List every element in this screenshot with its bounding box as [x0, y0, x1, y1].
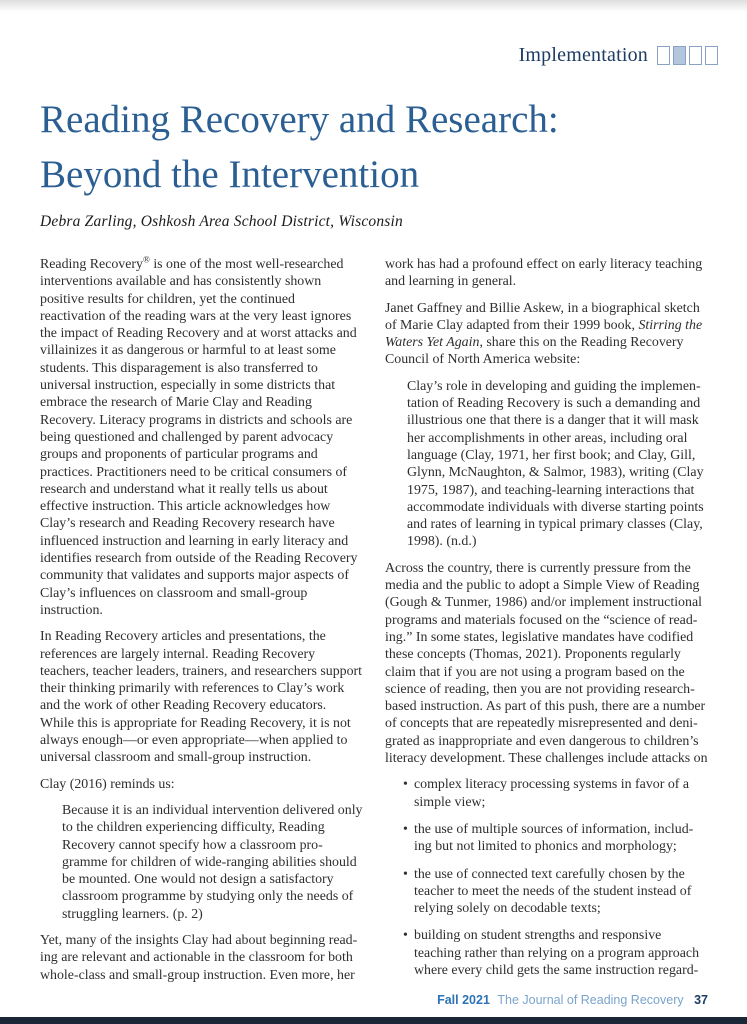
paragraph-text: , share this on the Reading Recovery Council of North America website: — [385, 335, 684, 368]
indicator-square-icon — [689, 46, 702, 65]
indicator-square-filled-icon — [673, 46, 686, 65]
list-item: • building on student strengths and responsive teaching rather than relying on a program approach where every child gets the same instruction regard- — [403, 927, 708, 979]
paragraph: work has had a profound effect on early literacy teaching and learning in general. — [385, 257, 703, 290]
page-top-edge — [0, 0, 747, 12]
list-item: • complex literacy processing systems in favor of a simple view; — [403, 776, 708, 811]
block-quote: Clay’s role in developing and guiding the implemen-tation of Reading Recovery is such a demanding and illustrious one that there is a danger that it will mask her accomplishments in other areas, including oral language (Clay, 1971, her first book; and Clay, Gill, Glynn, McNaughton, & Salmor, 1983), writing (Clay 1975, 1987), and teaching-learning interactions that accommodate individuals with diverse starting points and rates of learning in typical primary classes (Clay, 1998). (n.d.) — [407, 378, 704, 550]
paragraph: In Reading Recovery articles and presentations, the references are largely internal. Reading Recovery teachers, teacher leaders, trainers, and researchers support their thinking primarily with references to Clay’s work and the work of other Reading Recovery educators. While this is appropriate for Reading Recovery, it is not always enough—or even appropriate—when applied to universal classroom and small-group instruction. — [40, 629, 363, 766]
article-byline: Debra Zarling, Oshkosh Area School District, Wisconsin — [40, 213, 403, 230]
paragraph — [385, 300, 708, 369]
paragraph-text: Janet Gaffney and Billie Askew, in a biographical sketch of Marie Clay adapted from their 1999 book, — [385, 300, 700, 333]
block-quote: Because it is an individual intervention delivered only to the children experiencing difficulty, Reading Recovery cannot specify how a classroom pro-gramme for children of wide-ranging abilities should be mounted. One would not design a satisfactory classroom programme by studying only the needs of struggling learners. (p. 2) — [62, 802, 363, 922]
footer-issue: Fall 2021 — [437, 993, 490, 1007]
paragraph — [40, 256, 363, 619]
right-column — [385, 256, 708, 993]
book-title: Stirring the Waters Yet Again — [385, 317, 703, 351]
list-item: • the use of connected text carefully chosen by the teacher to meet the needs of the student instead of relying solely on decodable texts; — [403, 866, 708, 918]
list-item: • the use of multiple sources of information, includ-ing but not limited to phonics and morphology; — [403, 821, 708, 856]
indicator-square-icon — [657, 46, 670, 65]
footer-journal-name: The Journal of Reading Recovery — [497, 993, 684, 1007]
paragraph: Yet, many of the insights Clay had about beginning read-ing are relevant and actionable in the classroom for both whole-class and small-group instruction. Even more, her — [40, 932, 358, 983]
section-label: Implementation — [518, 44, 648, 66]
page-header — [0, 44, 718, 67]
article-title-line2: Beyond the Intervention — [40, 153, 420, 196]
indicator-square-icon — [705, 46, 718, 65]
paragraph: Across the country, there is currently pressure from the media and the public to adopt a Simple View of Reading (Gough & Tunmer, 1986) and/or implement instructional programs and materials focused on the “science of read-ing.” In some states, legislative mandates have codified these concepts (Thomas, 2021). Proponents regularly claim that if you are not using a program based on the science of reading, then you are not providing research-based instruction. As part of this push, there are a number of concepts that are repeatedly misrepresented and deni-grated as inappropriate and even dangerous to children’s literacy development. These challenges include attacks on — [385, 560, 708, 767]
paragraph-text: Reading Recovery — [40, 257, 143, 272]
article-title-line1: Reading Recovery and Research: — [40, 98, 559, 141]
registered-mark: ® — [143, 254, 150, 265]
article-body — [40, 256, 708, 993]
bullet-list — [385, 776, 708, 979]
article-title — [40, 92, 720, 202]
left-column — [40, 256, 363, 993]
paragraph-text: is one of the most well-researched interventions available and has consistently shown positive results for children, yet the continued reactivation of the reading wars at the very least ignores the impact of Reading Recovery and at worst attacks and villainizes it as dangerous or harmful to at least some students. This disparagement is also transferred to universal instruction, especially in some districts that embrace the research of Marie Clay and Reading Recovery. Literacy programs in districts and schools are being questioned and challenged by parent advocacy groups and proponents of particular programs and practices. Practitioners need to be critical consumers of research and understand what it really tells us about effective instruction. This article acknowledges how Clay’s research and Reading Recovery research have influenced instruction and learning in early literacy and identifies research from outside of the Reading Recovery community that validates and supports major aspects of Clay’s influences on classroom and small-group instruction. — [40, 257, 358, 618]
page-footer — [0, 993, 708, 1007]
footer-page-number: 37 — [694, 993, 708, 1007]
section-indicator-squares — [657, 46, 718, 65]
page-bottom-rule — [0, 1017, 747, 1024]
paragraph: Clay (2016) reminds us: — [40, 776, 175, 792]
